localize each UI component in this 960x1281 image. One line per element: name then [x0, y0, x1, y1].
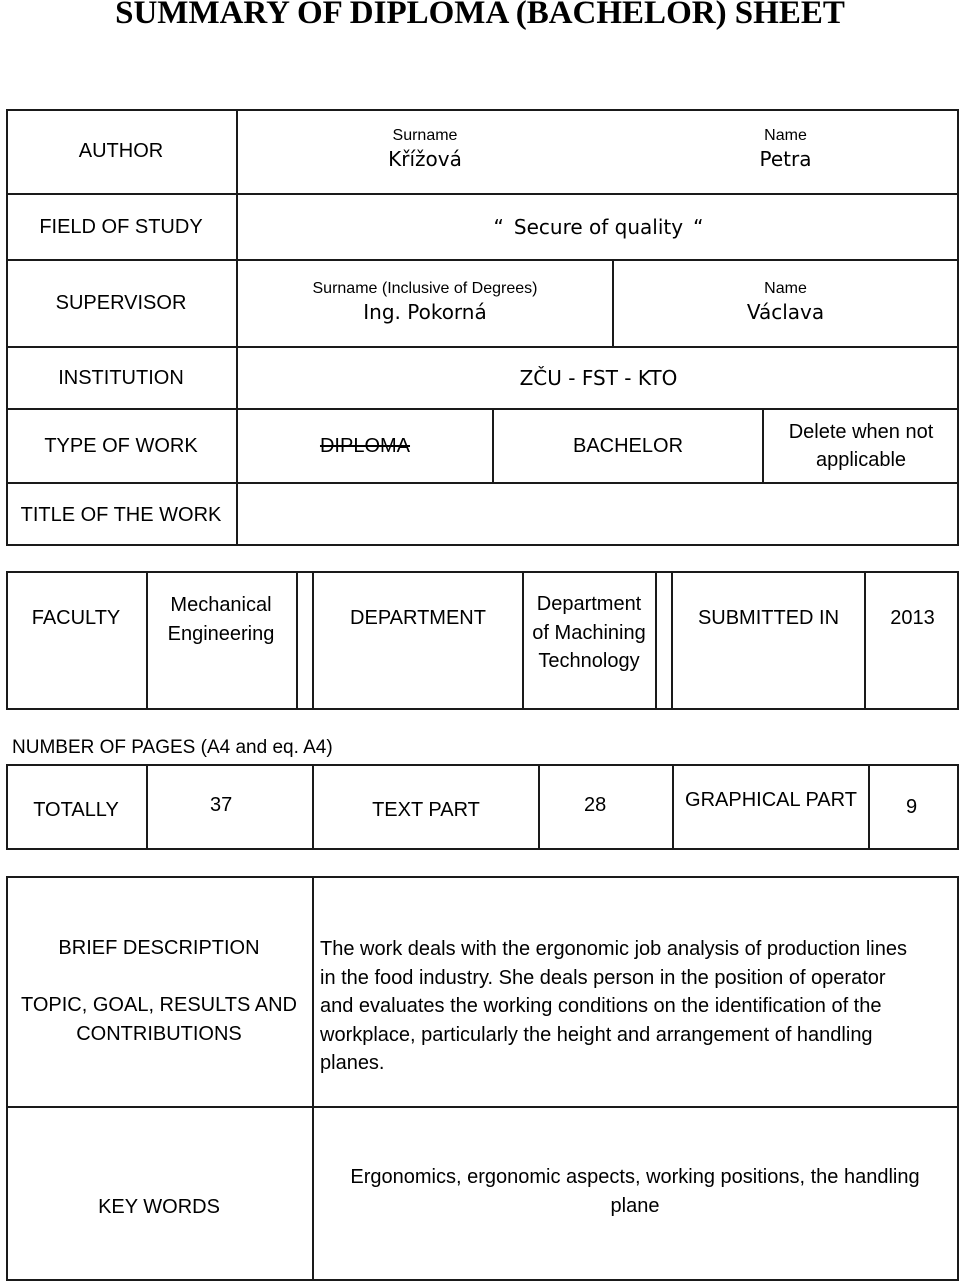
- title-of-work-value: [238, 484, 959, 546]
- totally-value: 37: [210, 794, 233, 816]
- author-name-caption: Name: [764, 127, 807, 144]
- author-label: AUTHOR: [78, 139, 164, 162]
- submitted-value: 2013: [890, 606, 935, 629]
- author-name: Petra: [759, 147, 812, 171]
- brief-description-text: The work deals with the ergonomic job analysis of production lines in the food industry. She deals person in the position of operator and evaluates the working conditions on the identification of the workplace, particularly the height and arrangement of handling planes.: [320, 938, 907, 1074]
- field-of-study-value: “ Secure of quality “: [493, 215, 704, 239]
- pages-heading: NUMBER OF PAGES (A4 and eq. A4): [12, 737, 333, 758]
- key-words-text: Ergonomics, ergonomic aspects, working positions, the handling plane: [350, 1166, 920, 1217]
- institution-label: INSTITUTION: [58, 366, 184, 389]
- supervisor-name-cell: [612, 280, 959, 324]
- supervisor-surname-cell: [238, 280, 612, 324]
- institution-value: ZČU - FST - KTO: [519, 366, 678, 390]
- field-of-study-label: FIELD OF STUDY: [39, 215, 203, 238]
- faculty-label: FACULTY: [31, 606, 121, 629]
- totally-label: TOTALLY: [33, 798, 119, 821]
- type-of-work-label: TYPE OF WORK: [44, 434, 198, 457]
- supervisor-surname: Ing. Pokorná: [363, 300, 487, 324]
- graphical-part-value: 9: [906, 796, 918, 818]
- type-of-work-diploma: DIPLOMA: [319, 434, 411, 457]
- title-of-work-label: TITLE OF THE WORK: [20, 503, 222, 526]
- department-label: DEPARTMENT: [350, 606, 486, 629]
- author-surname: Křížová: [388, 147, 462, 171]
- author-surname-cell: [238, 127, 612, 171]
- key-words-label: KEY WORDS: [98, 1195, 220, 1218]
- supervisor-name-caption: Name: [764, 280, 807, 297]
- supervisor-name: Václava: [746, 300, 825, 324]
- supervisor-label: SUPERVISOR: [55, 292, 187, 314]
- text-part-value: 28: [584, 794, 607, 816]
- brief-description-label: BRIEF DESCRIPTION: [58, 937, 260, 959]
- graphical-part-label: GRAPHICAL PART: [685, 788, 857, 811]
- submitted-label: SUBMITTED IN: [697, 606, 840, 629]
- brief-description-label-cell: [8, 934, 310, 1048]
- supervisor-surname-caption: Surname (Inclusive of Degrees): [312, 280, 538, 297]
- author-name-cell: [612, 127, 959, 171]
- type-of-work-note: Delete when not applicable: [788, 421, 934, 471]
- topic-goal-label: TOPIC, GOAL, RESULTS AND CONTRIBUTIONS: [21, 994, 297, 1045]
- author-surname-caption: Surname: [392, 127, 458, 144]
- type-of-work-bachelor: BACHELOR: [572, 434, 684, 457]
- department-value: Department of Machining Technology: [532, 593, 646, 672]
- page-title: SUMMARY OF DIPLOMA (BACHELOR) SHEET: [115, 0, 845, 31]
- text-part-label: TEXT PART: [372, 798, 480, 821]
- faculty-value: Mechanical Engineering: [167, 594, 275, 645]
